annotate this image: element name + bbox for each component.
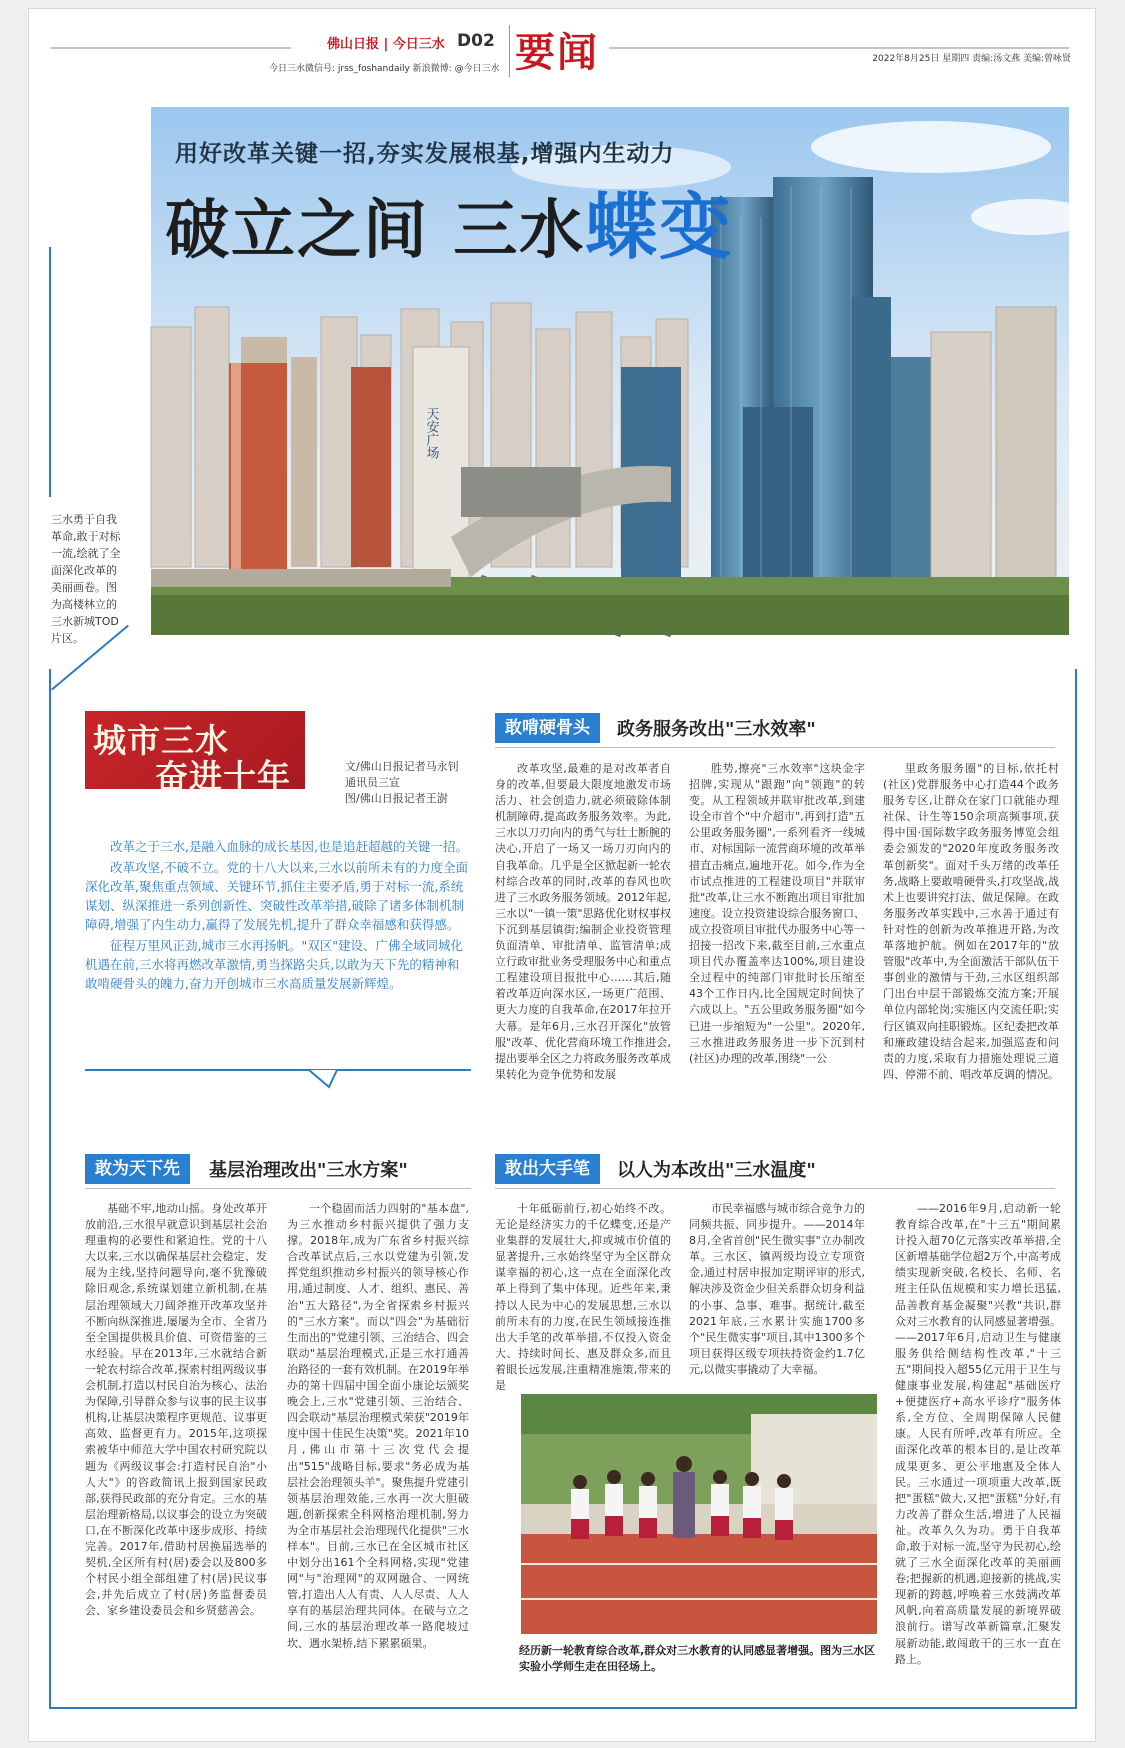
lead-paragraph: 改革攻坚,不破不立。党的十八大以来,三水以前所未有的力度全面深化改革,聚焦重点领域、关键环节,抓住主要矛盾,勇于对标一流,系统谋划、纵深推进一系列创新性、突破性改革举措,破除了诸多体制机制障碍,增强了内生动力,赢得了发展先机,提升了群众幸福感和获得感。	[85, 860, 468, 932]
section-heading-people	[495, 1154, 1075, 1184]
photo-caption: 经历新一轮教育综合改革,群众对三水教育的认同感显著增强。图为三水区实验小学师生走在田径场上。	[519, 1644, 876, 1673]
article-column	[495, 1201, 671, 1393]
section-title: 政务服务改出"三水效率"	[617, 719, 816, 740]
frame-line-left-top	[49, 247, 51, 497]
masthead-rule-right	[609, 47, 1069, 49]
article-text: 一个稳固而活力四射的"基本盘",为三水推动乡村振兴提供了强力支撑。2018年,成为广东省乡村振兴综合改革试点后,三水以党建为引领,发挥党组织推动乡村振兴的领导核心作用,通过制度、人才、组织、惠民、善治"五大路径",为全省探索乡村振兴的"三水方案"。而以"四会"为基础衍生而出的"党建引领、三治结合、四会联动"基层治理模式,正是三水打通善治路径的一套有效机制。在2019年举办的第十四届中国全面小康论坛颁奖晚会上,三水"党建引领、三治结合、四会联动"基层治理模式荣获"2019年度中国十佳民生决策"奖。2021年10月,佛山市第十三次党代会提出"515"战略目标,要求"务必成为基层社会治理领头羊"。聚焦提升党建引领基层治理效能,三水再一次大胆破题,创新探索全科网格治理机制,努力为全市基层社会治理现代化提供"三水样本"。目前,三水已在全区城市社区中划分出161个全科网格,实现"党建网"与"治理网"的双网融合、一网统管,打造出人人有责、人人尽责、人人享有的基层治理共同体。在破与立之间,三水的基层治理改革一路爬坡过坎、遇水架桥,结下累累硕果。	[287, 1202, 469, 1650]
lead-paragraphs	[85, 837, 471, 995]
lead-divider	[85, 1069, 471, 1071]
byline-photographer: 图/佛山日报记者王澍	[345, 792, 448, 805]
article-column	[689, 1201, 865, 1381]
article-text: 基础不牢,地动山摇。身处改革开放前沿,三水很早就意识到基层社会治理重构的必要性和紧迫性。党的十八大以来,三水以确保基层社会稳定、发展为主线,坚持问题导向,毫不犹豫破除旧观念,系统谋划建立新机制,在基层治理领域大刀阔斧推开改革攻坚并不断向纵深推进,屡屡为全市、全省乃至全国提供极具价值、可资借鉴的三水经验。早在2013年,三水就结合新一轮农村综合改革,探索村组两级议事会机制,打造以村民自治为核心、法治为保障,引导群众参与议事的民主议事机构,让基层决策程序更规范、议事更高效、监督更有力。2015年,这项探索被华中师范大学中国农村研究院以题为《两级议事会:打造村民自治"小人大"》的咨政简讯上报到国家民政部,获得民政部的充分肯定。三水的基层治理新格局,以议事会的设立为突破口,在不断深化改革中逐步成形、持续完善。2017年,借助村居换届选举的契机,全区所有村(居)委会以及800多个村民小组全部组建了村(居)民议事会,并先后成立了村(居)务监督委员会、家乡建设委员会和乡贤慈善会。	[85, 1202, 267, 1618]
section-tag: 敢啃硬骨头	[495, 713, 600, 743]
masthead-separator	[509, 25, 510, 77]
series-badge-line1: 城市三水	[93, 721, 229, 760]
section-tag: 敢为天下先	[85, 1154, 190, 1184]
article-text: 里政务服务圈"的目标,依托村(社区)党群服务中心打造44个政务服务专区,让群众在家门口就能办理社保、计生等150余项高频事项,获得中国·国际数字政务服务博览会组委会颁发的"2020年度政务服务改革创新奖"。面对千头万绪的改革任务,战略上要敢啃硬骨头,打攻坚战,战术上也要讲究打法、做足保障。在政务服务改革实践中,三水善于通过有针对性的创新为改革推进开路,为改革落地护航。例如在2017年的"放管服"改革中,为全面激活干部队伍干事创业的激情与干劲,三水区组织部门出台中层干部锻炼交流方案;开展单位内部轮岗;实施区内交流任职;实行区镇双向挂职锻炼。区纪委把改革和廉政建设结合起来,加强巡查和问责的力度,采取有力措施处理说三道四、停滞不前、唱改革反调的情况。	[883, 762, 1059, 1081]
section-heading-grassroots	[85, 1154, 485, 1184]
byline-writer: 文/佛山日报记者马永钊	[345, 760, 459, 773]
speech-notch-icon	[309, 1069, 349, 1089]
section-rule	[495, 747, 1055, 748]
series-badge	[85, 711, 305, 796]
students-walking-illustration	[521, 1394, 877, 1634]
frame-line-right	[1075, 669, 1077, 1709]
section-title: 要闻	[515, 29, 599, 76]
frame-line-left	[49, 669, 51, 1709]
article-text: 十年砥砺前行,初心始终不改。无论是经济实力的千亿蝶变,还是产业集群的发展壮大,抑或城市价值的显著提升,三水始终坚守为全区群众谋幸福的初心,这一点在全面深化改革上得到了集中体现。近些年来,秉持以人民为中心的发展思想,三水以前所未有的力度,在民生领域接连推出大手笔的改革举措,不仅投入资金大、持续时间长、惠及群众多,而且着眼长远发展,注重精准施策,带来的是	[495, 1202, 671, 1393]
article-text: 改革攻坚,最难的是对改革者自身的改革,但要最大限度地激发市场活力、社会创造力,就必须破除体制机制障碍,提高政务服务效率。为此,三水以刀刃向内的勇气与壮士断腕的决心,开启了一场又一场刀刃向内的自我革命。几乎是全区掀起新一轮农村综合改革的同时,改革的春风也吹进了三水政务服务领域。2012年起,三水以"一镇一策"思路优化财权事权下沉到基层镇街;编制企业投资管理负面清单、审批清单、监管清单;成立行政审批业务受理服务中心和重点工程建设项目报批中心……其后,随着改革迈向深水区,一场更广范围、更大力度的自我革命,在2017年拉开大幕。是年6月,三水召开深化"放管服"改革、优化营商环境工作推进会,提出要举全区之力将政务服务改革成果转化为竞争优势和发展	[495, 762, 671, 1081]
series-badge-line2: 奋进十年	[155, 757, 291, 796]
newspaper-page	[28, 8, 1096, 1742]
byline	[345, 759, 459, 807]
section-rule	[85, 1188, 471, 1189]
masthead	[29, 9, 1095, 89]
headline-highlight: 蝶变	[585, 185, 734, 269]
headline-part-a: 破立之间 三水	[165, 194, 586, 268]
lead-paragraph: 改革之于三水,是融入血脉的成长基因,也是追赶超越的关键一招。	[110, 839, 468, 854]
hero-caption: 三水勇于自我革命,敢于对标一流,绘就了全面深化改革的美丽画卷。图为高楼林立的三水新城TOD片区。	[51, 513, 121, 645]
masthead-rule-left	[51, 47, 291, 49]
school-photo	[521, 1394, 877, 1634]
tower-sign: 天安广场	[423, 407, 439, 459]
masthead-date: 2022年8月25日 星期四 责编:汤文燕 美编:曾咏贤	[872, 54, 1071, 64]
article-text: 胜势,擦亮"三水效率"这块金字招牌,实现从"跟跑"向"领跑"的转变。从工程领域并联审批改革,到建设全市首个"中介超市",再到打造"五公里政务服务圈",一系列看齐一线城市、对标国际一流营商环境的改革举措直击痛点,遍地开花。如今,作为全市试点推进的工程建设项目"并联审批"改革,让三水不断跑出项目审批加速度。设立投资建设综合服务窗口、成立投资项目审批代办服务中心等一招接一招改下来,截至目前,三水重点项目代办覆盖率达100%,项目建设全过程中的纯部门审批时长压缩至43个工作日内,比全国规定时间快了六成以上。"五公里政务服务圈"如今已进一步缩短为"一公里"。2020年,三水推进政务服务进一步下沉到村(社区)办理的改革,围绕"一公	[689, 762, 865, 1065]
article-column	[495, 761, 671, 1121]
article-text: 市民幸福感与城市综合竞争力的同频共振、同步提升。——2014年8月,全省首创"民生微实事"立办制改革。三水区、镇两级均设立专项资金,通过村居申报加定期评审的形式,解决涉及资金少但关系群众切身利益的小事、急事、难事。据统计,截至2021年底,三水累计实施1700多个"民生微实事"项目,其中1300多个项目获得区级专项扶持资金约1.7亿元,以微实事撬动了大幸福。	[689, 1202, 865, 1376]
lead-paragraph: 征程万里风正劲,城市三水再扬帆。"双区"建设、广佛全域同城化机遇在前,三水将再燃改革激情,勇当探路尖兵,以敢为天下先的精神和敢啃硬骨头的魄力,奋力开创城市三水高质量发展新辉煌。	[85, 938, 463, 991]
section-title: 以人为本改出"三水温度"	[617, 1160, 816, 1181]
article-text: ——2016年9月,启动新一轮教育综合改革,在"十三五"期间累计投入超70亿元落实改革举措,全区新增基础学位超2万个,中高考成绩实现新突破,名校长、名师、名班主任队伍规模和实力增长迅猛,品善教育基金凝聚"兴教"共识,群众对三水教育的认同感显著增强。——2017年6月,启动卫生与健康服务供给侧结构性改革,"十三五"期间投入超55亿元用于卫生与健康事业发展,构建起"基础医疗+便捷医疗+高水平诊疗"服务体系,全方位、全周期保障人民健康。人民有所呼,改革有所应。全面深化改革的根本目的,是让改革成果更多、更公平地惠及全体人民。三水通过一项项重大改革,既把"蛋糕"做大,又把"蛋糕"分好,有力改善了群众生活,增进了人民福祉。改革久久为功。勇于自我革命,敢于对标一流,坚守为民初心,绘就了三水全面深化改革的美丽画卷;把握新的机遇,迎接新的挑战,实现新的跨越,呼唤着三水鼓满改革风帆,向着高质量发展的新境界破浪前行。谱写改革新篇章,汇聚发展新动能,敢闯敢干的三水一直在路上。	[895, 1202, 1061, 1666]
hero-subtitle: 用好改革关键一招,夯实发展根基,增强内生动力	[175, 141, 675, 167]
section-tag: 敢出大手笔	[495, 1154, 600, 1184]
masthead-social: 今日三水微信号: jrss_foshandaily 新浪微博: @今日三水	[269, 64, 500, 74]
brand-name: 佛山日报 | 今日三水	[327, 37, 445, 52]
section-rule	[495, 1188, 1055, 1189]
article-column	[85, 1201, 267, 1705]
frame-line-bottom	[49, 1707, 1077, 1709]
byline-correspondent: 通讯员三宣	[345, 776, 400, 789]
hero-image	[151, 107, 1069, 635]
article-column	[895, 1201, 1061, 1701]
hero-headline	[165, 169, 733, 273]
section-title: 基层治理改出"三水方案"	[209, 1160, 408, 1181]
article-column	[883, 761, 1059, 1121]
article-column	[689, 761, 865, 1121]
page-number: D02	[457, 31, 495, 51]
section-heading-governance	[495, 713, 1075, 743]
article-column	[287, 1201, 469, 1705]
